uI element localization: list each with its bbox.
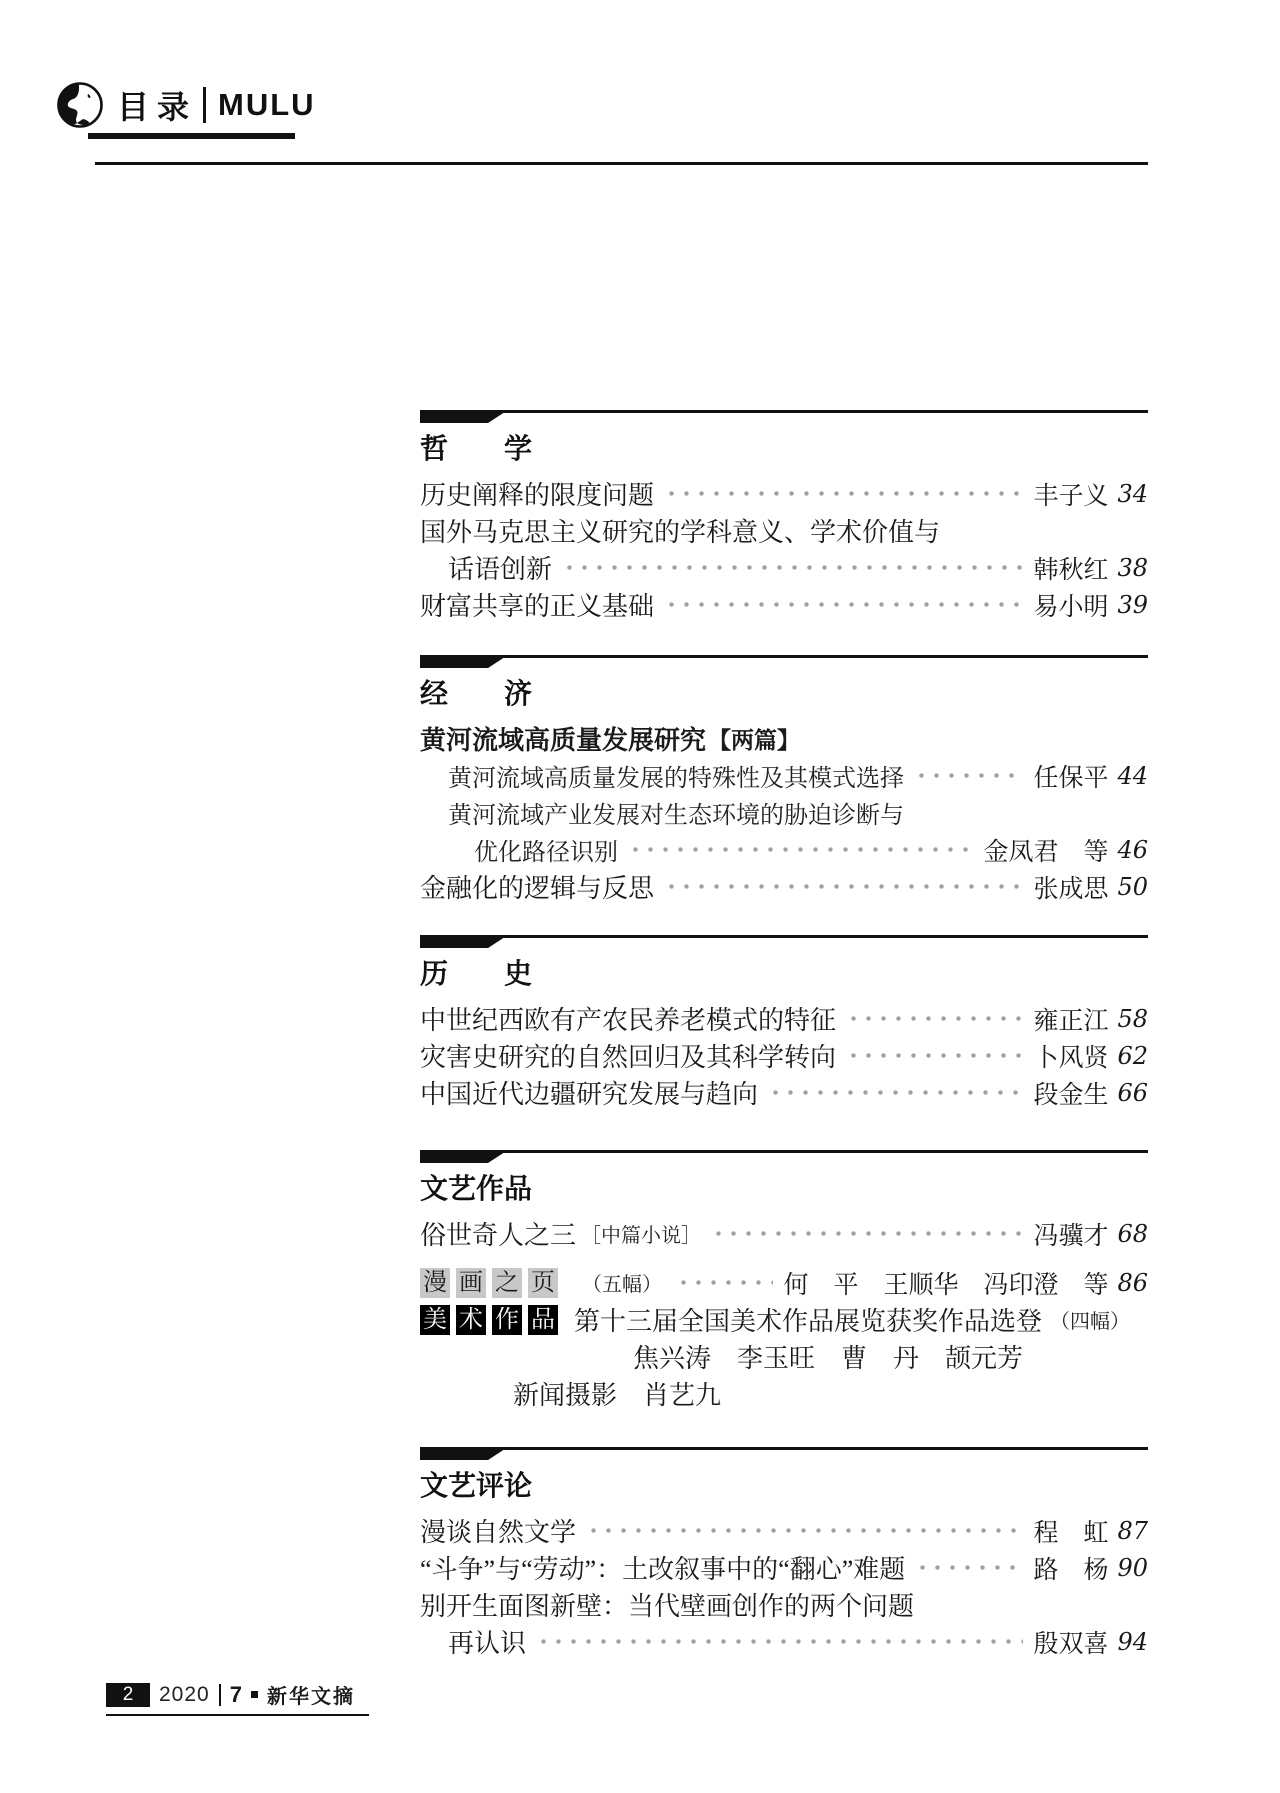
page-footer xyxy=(106,1680,369,1716)
toc-entry xyxy=(420,794,1148,831)
toc-entry xyxy=(420,1586,1148,1623)
toc-entry xyxy=(420,512,1148,549)
toc-entry xyxy=(420,1375,1148,1412)
section-bar xyxy=(420,655,1148,668)
boxed-char: 美 xyxy=(420,1305,450,1335)
entry-title: 漫谈自然文学 xyxy=(420,1518,577,1547)
footer-divider xyxy=(219,1684,221,1706)
section-history xyxy=(420,935,1148,1111)
entry-page: 39 xyxy=(1117,590,1148,619)
entry-page: 58 xyxy=(1117,1004,1148,1033)
entry-count-note: （四幅） xyxy=(1050,1311,1131,1333)
dotted-leader xyxy=(846,1037,1023,1074)
masthead-title-cn: 目录 xyxy=(117,89,198,125)
entry-authors-list: 新闻摄影 肖艺九 xyxy=(513,1381,722,1410)
section-literary-criticism xyxy=(420,1447,1148,1660)
toc-entry xyxy=(420,1000,1148,1037)
section-economy xyxy=(420,655,1148,905)
section-philosophy xyxy=(420,410,1148,623)
entry-title: 黄河流域高质量发展的特殊性及其模式选择 xyxy=(448,765,904,792)
dotted-leader xyxy=(586,1512,1023,1549)
entry-page: 90 xyxy=(1117,1553,1148,1582)
entry-author: 段金生 xyxy=(1033,1081,1109,1109)
entry-page: 34 xyxy=(1117,479,1148,508)
entry-page: 86 xyxy=(1117,1268,1148,1297)
entry-author: 殷双喜 xyxy=(1033,1630,1109,1658)
entry-author: 何 平 王顺华 冯印澄 等 xyxy=(783,1271,1109,1299)
boxed-char: 术 xyxy=(456,1305,486,1335)
entry-title: 再认识 xyxy=(448,1629,527,1658)
masthead-underline xyxy=(88,133,295,139)
entry-title: “斗争”与“劳动”：土改叙事中的“翻心”难题 xyxy=(420,1555,906,1584)
entry-page: 68 xyxy=(1117,1219,1148,1248)
entry-title: 话语创新 xyxy=(448,555,553,584)
boxed-label-art-works xyxy=(420,1305,564,1335)
dotted-leader xyxy=(536,1623,1023,1660)
masthead-divider xyxy=(203,87,206,123)
entry-title: 国外马克思主义研究的学科意义、学术价值与 xyxy=(420,518,941,547)
entry-page: 44 xyxy=(1117,761,1148,790)
toc-entry xyxy=(420,1301,1148,1338)
entry-title: 第十三届全国美术作品展览获奖作品选登 xyxy=(574,1307,1043,1336)
section-bar xyxy=(420,935,1148,948)
dotted-leader xyxy=(562,549,1023,586)
boxed-char: 漫 xyxy=(420,1268,450,1298)
entry-page: 38 xyxy=(1117,553,1148,582)
entry-title: 黄河流域高质量发展研究 xyxy=(420,726,707,755)
toc-entry xyxy=(420,868,1148,905)
entry-author: 卜风贤 xyxy=(1033,1044,1109,1072)
toc-entry xyxy=(420,549,1148,586)
toc-entry xyxy=(420,1215,1148,1252)
toc-entry xyxy=(420,831,1148,868)
entry-page: 94 xyxy=(1117,1627,1148,1656)
dotted-leader xyxy=(768,1074,1023,1111)
section-title: 经 济 xyxy=(420,679,533,710)
toc-entry xyxy=(420,1512,1148,1549)
footer-year: 2020 xyxy=(159,1682,210,1706)
toc-entry xyxy=(420,1074,1148,1111)
dotted-leader xyxy=(711,1215,1023,1252)
masthead xyxy=(55,80,316,130)
entry-author: 冯骥才 xyxy=(1033,1222,1109,1250)
toc-entry xyxy=(420,1623,1148,1660)
entry-author: 雍正江 xyxy=(1033,1007,1109,1035)
dotted-leader xyxy=(914,757,1023,794)
entry-page: 46 xyxy=(1117,835,1148,864)
entry-title: 俗世奇人之三 xyxy=(420,1221,577,1250)
globe-icon xyxy=(55,80,105,130)
section-title: 历 史 xyxy=(420,959,533,990)
entry-title: 中世纪西欧有产农民养老模式的特征 xyxy=(420,1006,837,1035)
boxed-label-cartoon-page xyxy=(420,1268,564,1298)
toc-entry xyxy=(420,1037,1148,1074)
entry-author: 路 杨 xyxy=(1033,1556,1109,1584)
dotted-leader xyxy=(664,586,1023,623)
boxed-char: 页 xyxy=(528,1268,558,1298)
dotted-leader xyxy=(628,831,973,868)
dotted-leader xyxy=(676,1264,773,1301)
header-rule xyxy=(95,162,1148,165)
toc-entry xyxy=(420,720,1148,757)
boxed-char: 作 xyxy=(492,1305,522,1335)
footer-square-bullet xyxy=(251,1691,258,1698)
entry-title: 黄河流域产业发展对生态环境的胁迫诊断与 xyxy=(448,802,904,829)
footer-issue: 7 xyxy=(229,1681,242,1707)
entry-title: 财富共享的正义基础 xyxy=(420,592,655,621)
dotted-leader xyxy=(915,1549,1023,1586)
section-literary-works xyxy=(420,1150,1148,1412)
entry-author: 丰子义 xyxy=(1033,482,1109,510)
entry-title: 中国近代边疆研究发展与趋向 xyxy=(420,1080,759,1109)
toc-entry xyxy=(420,586,1148,623)
entry-suffix: 【两篇】 xyxy=(708,728,801,753)
toc-entry xyxy=(420,1338,1148,1375)
section-title: 文艺作品 xyxy=(420,1174,533,1205)
boxed-char: 之 xyxy=(492,1268,522,1298)
section-title: 哲 学 xyxy=(420,434,533,465)
entry-author: 程 虹 xyxy=(1033,1519,1109,1547)
footer-page-number: 2 xyxy=(106,1683,150,1707)
section-bar xyxy=(420,1447,1148,1460)
toc-entry xyxy=(420,1264,1148,1301)
entry-author: 易小明 xyxy=(1033,593,1109,621)
entry-author: 任保平 xyxy=(1033,764,1109,792)
entry-title: 优化路径识别 xyxy=(474,839,618,866)
section-bar xyxy=(420,410,1148,423)
footer-magazine-name: 新华文摘 xyxy=(266,1686,355,1708)
entry-page: 87 xyxy=(1117,1516,1148,1545)
dotted-leader xyxy=(664,868,1023,905)
entry-genre-tag: ［中篇小说］ xyxy=(581,1225,702,1247)
section-title: 文艺评论 xyxy=(420,1471,533,1502)
entry-count-note: （五幅） xyxy=(582,1274,662,1296)
entry-page: 62 xyxy=(1117,1041,1148,1070)
entry-page: 66 xyxy=(1117,1078,1148,1107)
entry-title: 金融化的逻辑与反思 xyxy=(420,874,655,903)
boxed-char: 品 xyxy=(528,1305,558,1335)
entry-authors-list: 焦兴涛 李玉旺 曹 丹 颉元芳 xyxy=(633,1344,1024,1373)
dotted-leader xyxy=(846,1000,1023,1037)
entry-author: 金凤君 等 xyxy=(983,838,1109,866)
entry-title: 灾害史研究的自然回归及其科学转向 xyxy=(420,1043,837,1072)
masthead-title-en: MULU xyxy=(218,87,316,122)
section-bar xyxy=(420,1150,1148,1163)
dotted-leader xyxy=(664,475,1023,512)
entry-author: 韩秋红 xyxy=(1033,556,1109,584)
toc-entry xyxy=(420,1549,1148,1586)
entry-page: 50 xyxy=(1117,872,1148,901)
entry-author: 张成思 xyxy=(1033,875,1109,903)
entry-title: 历史阐释的限度问题 xyxy=(420,481,655,510)
entry-title: 别开生面图新壁：当代壁画创作的两个问题 xyxy=(420,1592,915,1621)
toc-entry xyxy=(420,757,1148,794)
boxed-char: 画 xyxy=(456,1268,486,1298)
toc-entry xyxy=(420,475,1148,512)
